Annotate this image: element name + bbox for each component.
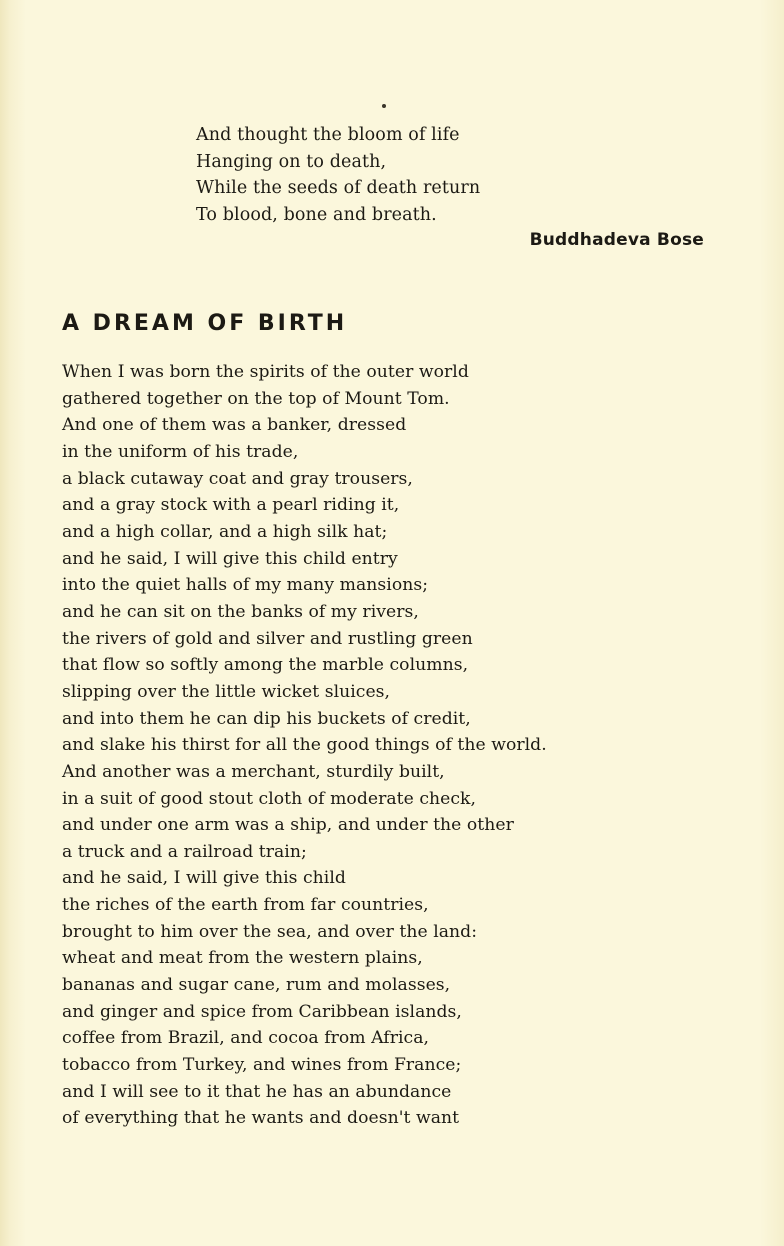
poem-line: and slake his thirst for all the good things of the world. [62,735,547,756]
stanza-line: While the seeds of death return [196,178,481,198]
poem-line: of everything that he wants and doesn't want [62,1108,460,1129]
poem-body [62,359,547,1132]
poem-line: gathered together on the top of Mount Tom. [62,388,450,409]
poem-line: brought to him over the sea, and over the land: [62,921,478,942]
poem-title: A DREAM OF BIRTH [62,311,348,336]
poem-line: in the uniform of his trade, [62,441,299,462]
poem-line: a truck and a railroad train; [62,841,307,862]
stanza-line: Hanging on to death, [196,151,387,172]
poem-line: and into them he can dip his buckets of credit, [62,708,471,729]
poem-line: coffee from Brazil, and cocoa from Africa, [62,1028,430,1049]
stanza-line: To blood, bone and breath. [196,204,437,225]
poem-line: And another was a merchant, sturdily built, [62,761,445,782]
poem-line: And one of them was a banker, dressed [62,415,407,436]
poem-line: and he said, I will give this child [62,868,346,889]
poem-line: the riches of the earth from far countries, [62,895,429,916]
poem-line: and a gray stock with a pearl riding it, [62,495,400,516]
poem-line: wheat and meat from the western plains, [62,948,423,969]
poem-line: and under one arm was a ship, and under the other [62,815,514,836]
poem-line: the rivers of gold and silver and rustling green [62,628,473,649]
page-mark-dot [382,104,386,108]
poem-line: and ginger and spice from Caribbean islands, [62,1001,462,1022]
poem-line: and he said, I will give this child entry [62,548,398,569]
poem-line: tobacco from Turkey, and wines from France; [62,1055,462,1076]
poem-line: and a high collar, and a high silk hat; [62,521,388,542]
preceding-poem-stanza [196,122,480,228]
poem-line: into the quiet halls of my many mansions; [62,575,429,596]
poem-line: When I was born the spirits of the outer world [62,362,469,382]
author-attribution: Buddhadeva Bose [529,230,704,250]
poem-line: bananas and sugar cane, rum and molasses, [62,975,451,996]
poem-line: a black cutaway coat and gray trousers, [62,468,413,489]
poem-line: slipping over the little wicket sluices, [62,681,391,702]
poem-line: and I will see to it that he has an abundance [62,1081,452,1102]
stanza-line: And thought the bloom of life [196,125,460,145]
poem-line: in a suit of good stout cloth of moderate check, [62,788,477,809]
poem-line: and he can sit on the banks of my rivers, [62,601,419,622]
poem-line: that flow so softly among the marble columns, [62,655,469,676]
